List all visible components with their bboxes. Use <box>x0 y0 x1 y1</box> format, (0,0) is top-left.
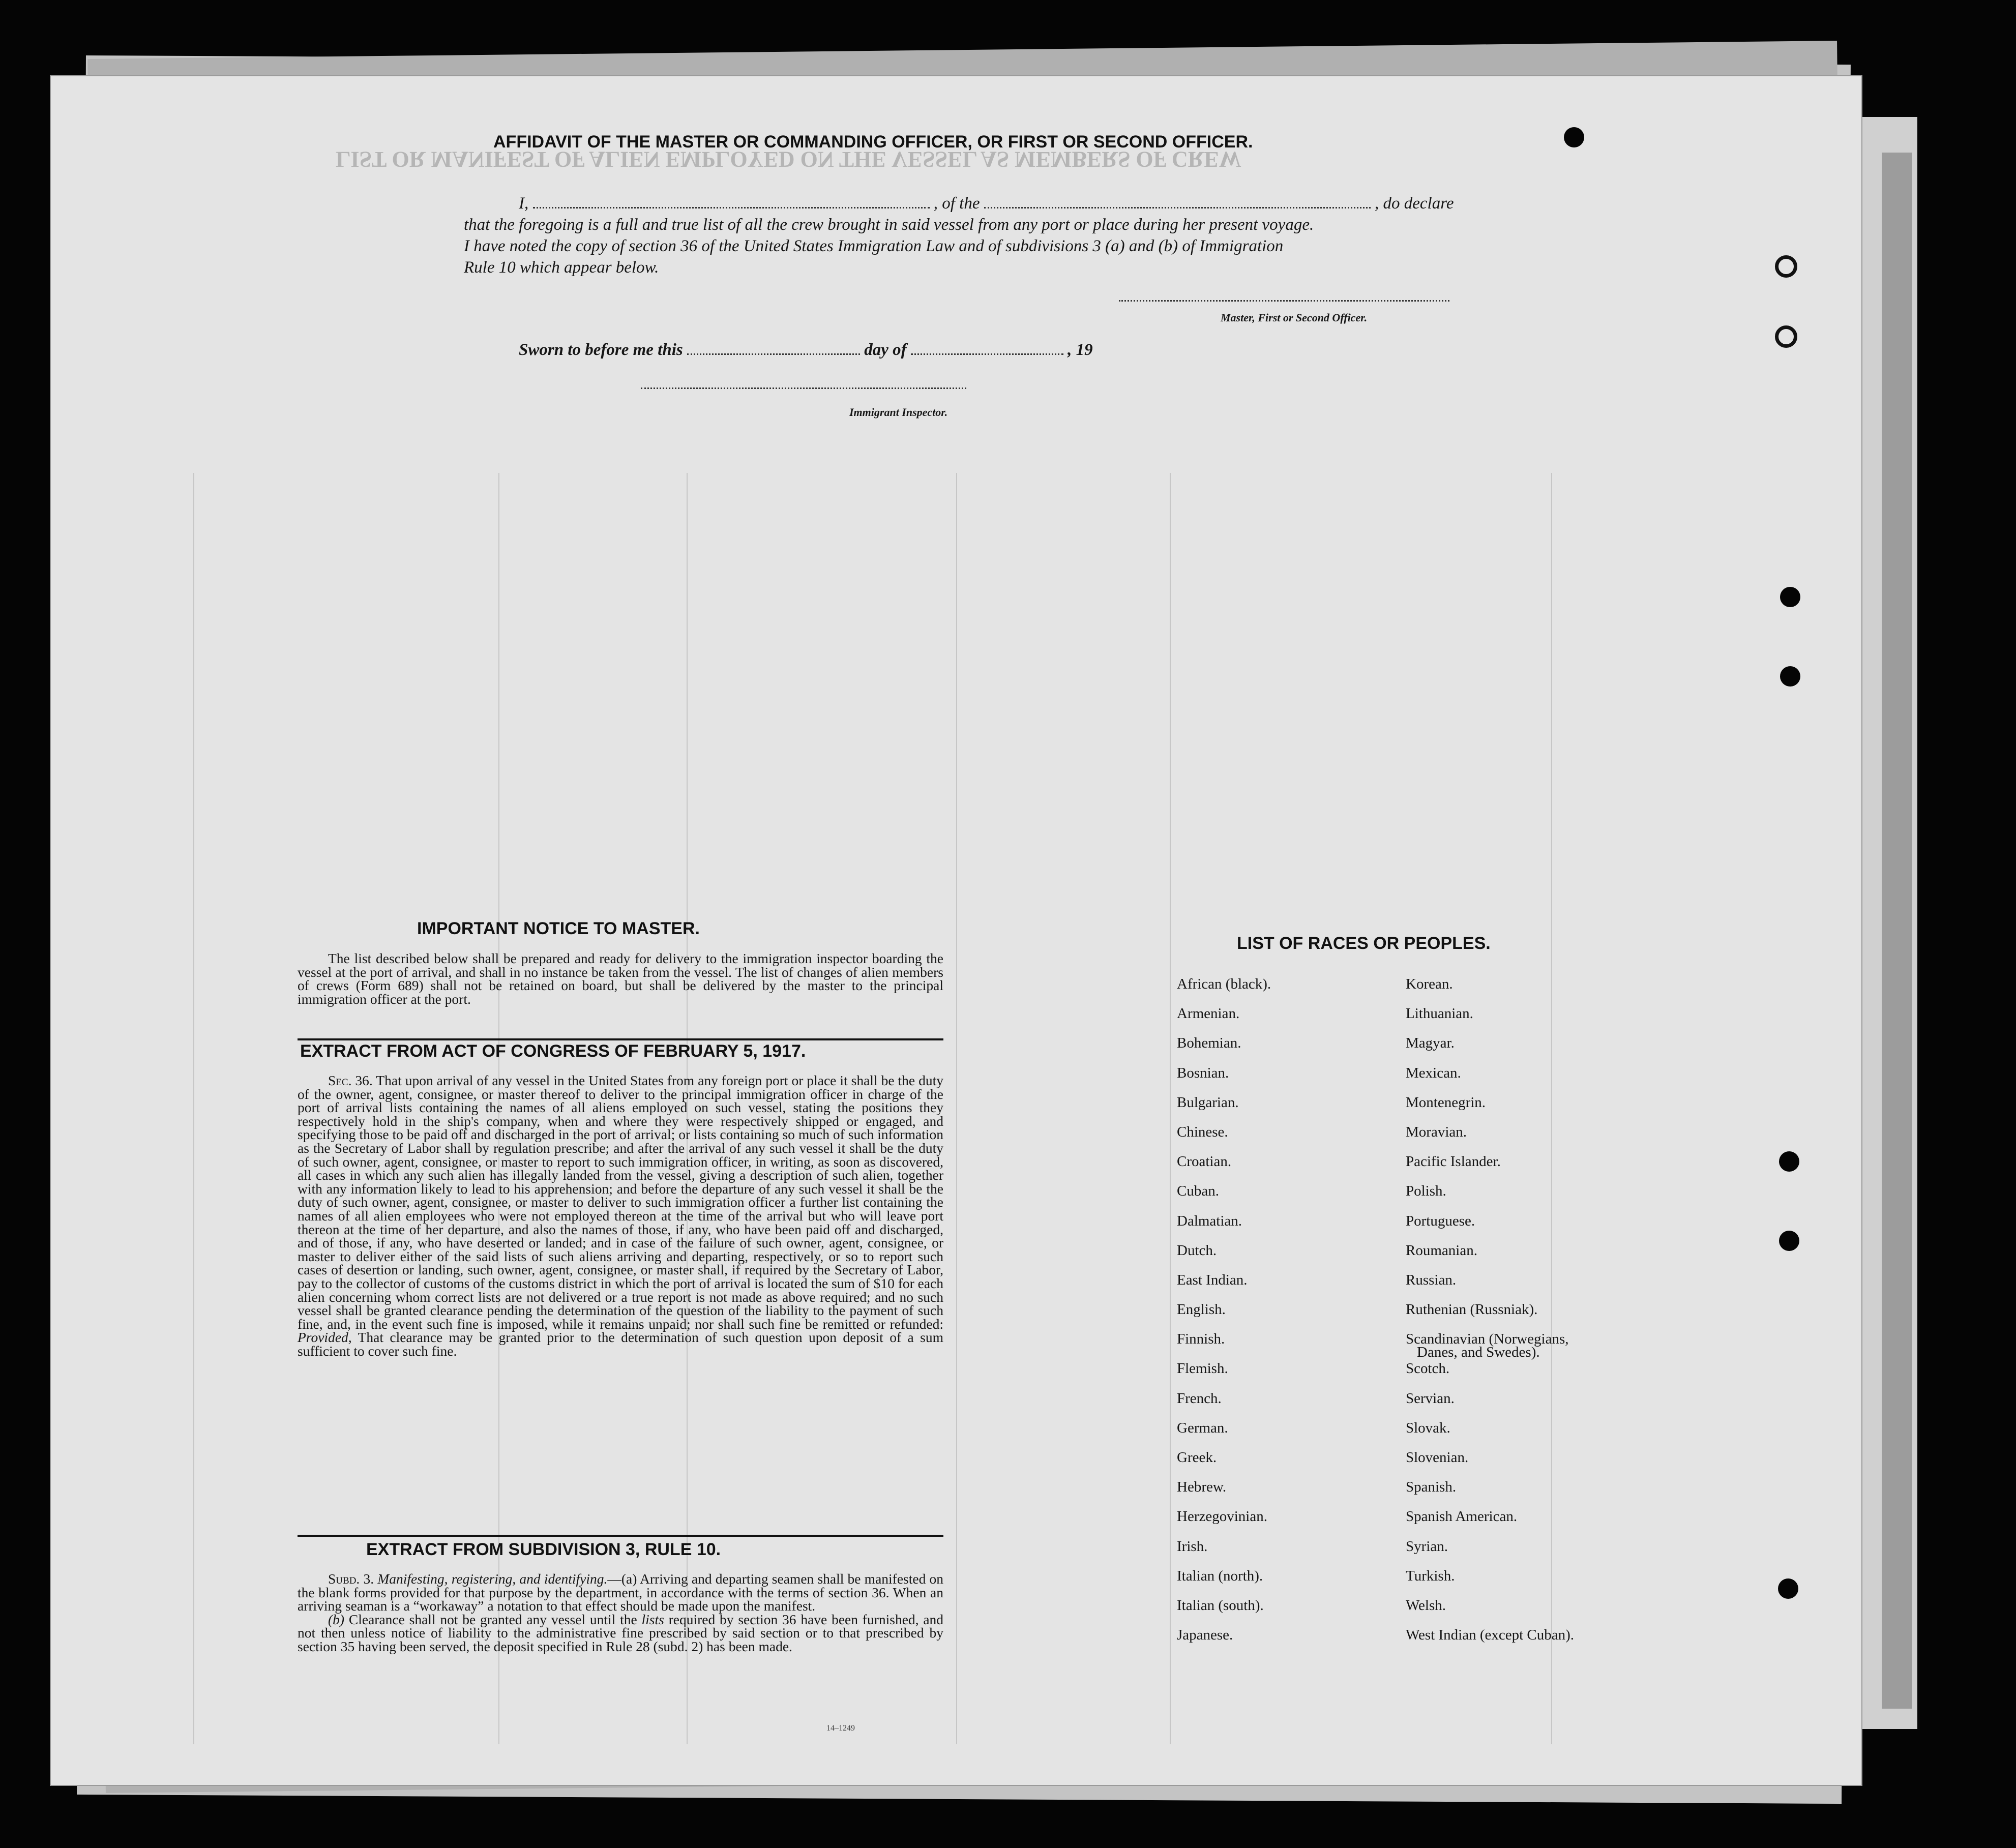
race-item: Slovenian. <box>1406 1449 1469 1466</box>
race-item: Italian (south). <box>1177 1597 1264 1614</box>
faint-column-rule <box>956 473 957 1744</box>
race-item: Polish. <box>1406 1183 1446 1200</box>
race-item: Korean. <box>1406 976 1453 992</box>
race-item: Lithuanian. <box>1406 1005 1473 1022</box>
manifest-page <box>51 76 1861 1785</box>
race-item: Spanish American. <box>1406 1508 1518 1525</box>
notice-title: IMPORTANT NOTICE TO MASTER. <box>417 919 700 938</box>
race-item: Ruthenian (Russniak). <box>1406 1301 1538 1318</box>
race-item: Portuguese. <box>1406 1212 1475 1229</box>
races-title: LIST OF RACES OR PEOPLES. <box>1237 934 1491 953</box>
punch-hole <box>1779 1231 1799 1251</box>
race-item: Flemish. <box>1177 1360 1228 1377</box>
races-column-right <box>1406 977 1629 1658</box>
sworn-line <box>519 341 1093 360</box>
subd-b-paragraph <box>298 1613 943 1654</box>
sworn-month-blank[interactable] <box>911 353 1063 355</box>
adjacent-page-edge <box>1882 153 1912 1709</box>
race-item: African (black). <box>1177 976 1271 992</box>
subd-heading: Manifesting, registering, and identifying. <box>377 1571 608 1587</box>
race-item: Roumanian. <box>1406 1242 1477 1259</box>
faint-column-rule <box>1170 473 1171 1744</box>
sworn-year: , 19 <box>1068 341 1093 359</box>
bleed-through-header: LIST OR MANIFEST OF ALIEN EMPLOYED ON THE VESSEL AS MEMBERS OF CREW <box>336 147 1241 172</box>
section-divider <box>298 1038 943 1040</box>
rule-extract-title: EXTRACT FROM SUBDIVISION 3, RULE 10. <box>366 1540 721 1559</box>
subd-label: Subd. 3. <box>328 1571 374 1587</box>
race-item: Japanese. <box>1177 1627 1233 1644</box>
affidavit-line-4: Rule 10 which appear below. <box>464 258 659 277</box>
race-item: Armenian. <box>1177 1005 1240 1022</box>
race-item: Moravian. <box>1406 1123 1467 1140</box>
print-code: 14–1249 <box>826 1724 855 1733</box>
sworn-date-blank[interactable] <box>687 353 860 355</box>
affidavit-line-2: that the foregoing is a full and true list of all the crew brought in said vessel from any port or place during her present voyage. <box>464 216 1314 234</box>
para-a-marker: —(a) <box>607 1571 637 1587</box>
subd-a-paragraph <box>298 1572 943 1613</box>
race-item: Dutch. <box>1177 1242 1217 1259</box>
affidavit-of-the: , of the <box>933 194 980 213</box>
punch-hole <box>1780 587 1800 607</box>
race-item: Russian. <box>1406 1271 1457 1288</box>
provided-word: Provided, <box>298 1329 352 1346</box>
notice-paragraph: The list described below shall be prepared and ready for delivery to the immigration inspector boarding the vessel at the port of arrival, and shall in no instance be taken from the vessel. The list of changes of alien members of crews (Form 689) shall not be retained on board, but shall be delivered by the master to the principal immigration officer at the port. <box>298 950 943 1007</box>
sec-36-text: That upon arrival of any vessel in the United States from any foreign port or place it shall be the duty of the owner, agent, consignee, or master thereof to deliver to the principal immigration officer in charge of the port of arrival lists containing the names of all aliens employed on such vessel, stating the positions they respectively hold in the ship's company, when and where they were respectively shipped or engaged, and specifying those to be paid off and discharged in the port of arrival; or lists containing so much of such information as the Secretary of Labor shall by regulation prescribe; and after the arrival of any such vessel it shall be the duty of such owner, agent, consignee, or master to report to such immigration officer, in writing, as soon as discovered, all cases in which any such alien has illegally landed from the vessel, giving a description of such alien, together with any information likely to lead to his apprehension; and before the departure of any such vessel it shall be the duty of such owner, agent, consignee, or master to deliver to such immigration officer a further list containing the names of all alien employees who were not employed thereon at the time of the arrival but who will leave port thereon at the time of her departure, and also the names of those, if any, who have been paid off and discharged, and of those, if any, who have deserted or landed; and in case of the failure of such owner, agent, consignee, or master to deliver either of the said lists of such aliens arriving and departing, respectively, or so to report such cases of desertion or landing, such owner, agent, consignee, or master shall, if required by the Secretary of Labor, pay to the collector of customs of the customs district in which the port of arrival is located the sum of $10 for each alien concerning whom correct lists are not delivered or a true report is not made as above required; and no such vessel shall be granted clearance pending the determination of the question of the liability to the payment of such fine, and, in the event such fine is imposed, while it remains unpaid; nor shall such fine be remitted or refunded: <box>298 1072 944 1332</box>
para-a-text: Arriving and departing seamen shall be manifested on the blank forms provided for that purpose by the department, in accordance with the terms of section 36. When an arriving seaman is a “workaway” a notation to that effect should be made upon the manifest. <box>298 1571 944 1614</box>
race-item: Slovak. <box>1406 1419 1450 1436</box>
sworn-day-of: day of <box>864 341 907 359</box>
affidavit-line-3: I have noted the copy of section 36 of the United States Immigration Law and of subdivisions 3 (a) and (b) of Immigration <box>464 237 1284 255</box>
section-divider <box>298 1535 943 1537</box>
race-item: Welsh. <box>1406 1597 1446 1614</box>
race-item: English. <box>1177 1301 1226 1318</box>
sworn-prefix: Sworn to before me this <box>519 341 683 359</box>
punch-hole <box>1564 127 1584 147</box>
race-item: Montenegrin. <box>1406 1094 1486 1111</box>
race-item: Croatian. <box>1177 1153 1232 1170</box>
race-item: French. <box>1177 1390 1222 1407</box>
sec-36-text-end: That clearance may be granted prior to the determination of such question upon deposit of a sum sufficient to cover such fine. <box>298 1329 943 1359</box>
race-item: Herzegovinian. <box>1177 1508 1267 1525</box>
notice-text <box>298 952 943 1006</box>
race-item: Turkish. <box>1406 1567 1455 1584</box>
race-item: Greek. <box>1177 1449 1217 1466</box>
affidavit-title: AFFIDAVIT OF THE MASTER OR COMMANDING OFFICER, OR FIRST OR SECOND OFFICER. <box>493 132 1253 152</box>
race-item: Irish. <box>1177 1538 1208 1555</box>
punch-hole <box>1780 666 1800 687</box>
race-item: Scandinavian (Norwegians, Danes, and Swedes). <box>1406 1331 1569 1361</box>
race-item: Syrian. <box>1406 1538 1448 1555</box>
punch-hole <box>1778 1578 1798 1599</box>
race-item: Magyar. <box>1406 1035 1455 1052</box>
master-signature-line[interactable] <box>1119 300 1449 302</box>
races-column-left <box>1177 977 1401 1658</box>
race-item: West Indian (except Cuban). <box>1406 1627 1575 1644</box>
race-item: Hebrew. <box>1177 1479 1227 1496</box>
affidavit-do-declare: , do declare <box>1374 194 1454 213</box>
inspector-label: Immigrant Inspector. <box>849 406 948 419</box>
affidavit-line-1 <box>519 194 1454 213</box>
race-item: Dalmatian. <box>1177 1212 1242 1229</box>
master-signature-label: Master, First or Second Officer. <box>1221 311 1368 324</box>
binder-ring-hole <box>1775 325 1797 348</box>
inspector-signature-line[interactable] <box>641 388 966 389</box>
para-b-text-2: required by section 36 have been furnished, and not then unless notice of liability to the administrative fine prescribed by said section or to that prescribed by section 35 having been served, the deposit specified in Rule 28 (subd. 2) has been made. <box>298 1611 944 1654</box>
race-item: Bosnian. <box>1177 1064 1229 1081</box>
race-item: Scotch. <box>1406 1360 1450 1377</box>
punch-hole <box>1779 1151 1799 1172</box>
race-item: Finnish. <box>1177 1331 1225 1348</box>
para-b-lists: lists <box>641 1611 664 1627</box>
master-name-blank[interactable] <box>533 207 930 208</box>
para-b-marker: (b) <box>328 1611 345 1627</box>
para-b-text-1: Clearance shall not be granted any vessel until the <box>348 1611 637 1627</box>
vessel-name-blank[interactable] <box>984 207 1371 208</box>
faint-column-rule <box>193 473 194 1744</box>
race-item: Pacific Islander. <box>1406 1153 1501 1170</box>
race-item: Cuban. <box>1177 1183 1219 1200</box>
race-item: Spanish. <box>1406 1479 1457 1496</box>
race-item: Bohemian. <box>1177 1035 1241 1052</box>
race-item: Italian (north). <box>1177 1567 1263 1584</box>
race-item: East Indian. <box>1177 1271 1248 1288</box>
affidavit-pronoun: I, <box>519 194 529 213</box>
race-item: Servian. <box>1406 1390 1455 1407</box>
act-extract-title: EXTRACT FROM ACT OF CONGRESS OF FEBRUARY 5, 1917. <box>300 1041 806 1061</box>
race-item: Chinese. <box>1177 1123 1228 1140</box>
race-item: Bulgarian. <box>1177 1094 1239 1111</box>
rule-extract-text <box>298 1572 943 1654</box>
binder-ring-hole <box>1775 255 1797 278</box>
sec-36-label: Sec. 36. <box>328 1072 373 1088</box>
race-item: German. <box>1177 1419 1228 1436</box>
act-extract-text <box>298 1074 943 1358</box>
sec-36-paragraph <box>298 1074 943 1358</box>
race-item: Mexican. <box>1406 1064 1461 1081</box>
